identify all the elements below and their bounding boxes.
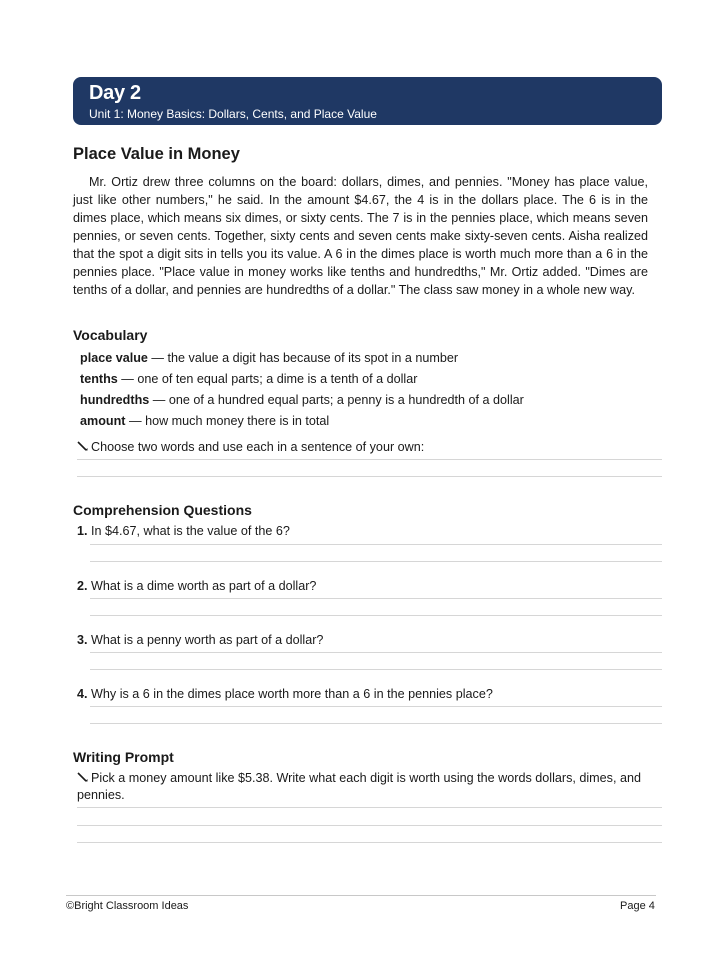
question-text: What is a dime worth as part of a dollar? — [91, 579, 317, 593]
question-4 — [77, 686, 493, 703]
reading-title: Place Value in Money — [73, 145, 240, 163]
question-number: 4. — [77, 687, 88, 701]
vocab-term: tenths — [80, 372, 118, 386]
reading-paragraph: Mr. Ortiz drew three columns on the board: dollars, dimes, and pennies. "Money has place value, just like other numbers," he said. In the amount $4.67, the 4 is in the dollars place. The 6 is in the dimes place, which means six dimes, or sixty cents. The 7 is in the pennies place, which means seven pennies, or seven cents. Together, sixty cents and seven cents make sixty-seven cents. Aisha realized that the spot a digit sits in tells you its value. A 6 in the dimes place is worth much more than a 6 in the pennies place. "Place value in money works like tenths and hundredths," Mr. Ortiz added. "Dimes are tenths of a dollar, and pennies are hundredths of a dollar." The class saw money in a whole new way. — [73, 175, 648, 297]
answer-line[interactable] — [90, 615, 662, 616]
vocab-item — [80, 391, 524, 409]
day-header-banner — [73, 77, 662, 125]
day-title: Day 2 — [89, 82, 141, 104]
answer-line[interactable] — [77, 825, 662, 826]
question-2 — [77, 578, 316, 595]
answer-line[interactable] — [90, 652, 662, 653]
question-number: 1. — [77, 524, 88, 538]
vocab-definition: the value a digit has because of its spot in a number — [167, 351, 459, 365]
vocab-item — [80, 370, 417, 388]
writing-heading: Writing Prompt — [73, 749, 174, 765]
answer-line[interactable] — [77, 459, 662, 460]
footer-divider — [66, 895, 656, 896]
footer-page-number: Page 4 — [620, 900, 655, 912]
footer-copyright: ©Bright Classroom Ideas — [66, 900, 189, 912]
vocab-item — [80, 349, 458, 367]
writing-prompt-text: Pick a money amount like $5.38. Write what each digit is worth using the words dollars, dimes, and pennies. — [77, 771, 641, 802]
question-text: What is a penny worth as part of a dollar? — [91, 633, 324, 647]
question-number: 2. — [77, 579, 88, 593]
pencil-icon — [77, 770, 91, 787]
unit-subtitle: Unit 1: Money Basics: Dollars, Cents, and Place Value — [89, 107, 377, 121]
answer-line[interactable] — [77, 842, 662, 843]
vocab-separator: — — [125, 414, 146, 428]
vocab-definition: one of ten equal parts; a dime is a tenth of a dollar — [137, 372, 418, 386]
question-number: 3. — [77, 633, 88, 647]
answer-line[interactable] — [90, 669, 662, 670]
question-text: Why is a 6 in the dimes place worth more than a 6 in the pennies place? — [91, 687, 493, 701]
vocab-separator: — — [117, 372, 138, 386]
answer-line[interactable] — [77, 807, 662, 808]
answer-line[interactable] — [90, 723, 662, 724]
vocab-instruction-text: Choose two words and use each in a sentence of your own: — [91, 440, 425, 454]
vocab-separator: — — [149, 393, 169, 407]
vocab-separator: — — [147, 351, 168, 365]
vocab-term: amount — [80, 414, 126, 428]
vocab-definition: how much money there is in total — [145, 414, 330, 428]
pencil-icon — [77, 439, 91, 456]
vocab-item — [80, 412, 329, 430]
answer-line[interactable] — [90, 544, 662, 545]
answer-line[interactable] — [77, 476, 662, 477]
answer-line[interactable] — [90, 598, 662, 599]
question-1 — [77, 523, 290, 540]
comprehension-heading: Comprehension Questions — [73, 502, 252, 518]
vocab-definition: one of a hundred equal parts; a penny is a hundredth of a dollar — [168, 393, 524, 407]
writing-prompt — [77, 770, 662, 804]
vocabulary-heading: Vocabulary — [73, 327, 148, 343]
vocab-instruction — [77, 439, 424, 456]
vocab-term: place value — [80, 351, 148, 365]
answer-line[interactable] — [90, 706, 662, 707]
answer-line[interactable] — [90, 561, 662, 562]
vocab-term: hundredths — [80, 393, 150, 407]
question-3 — [77, 632, 323, 649]
question-text: In $4.67, what is the value of the 6? — [91, 524, 290, 538]
